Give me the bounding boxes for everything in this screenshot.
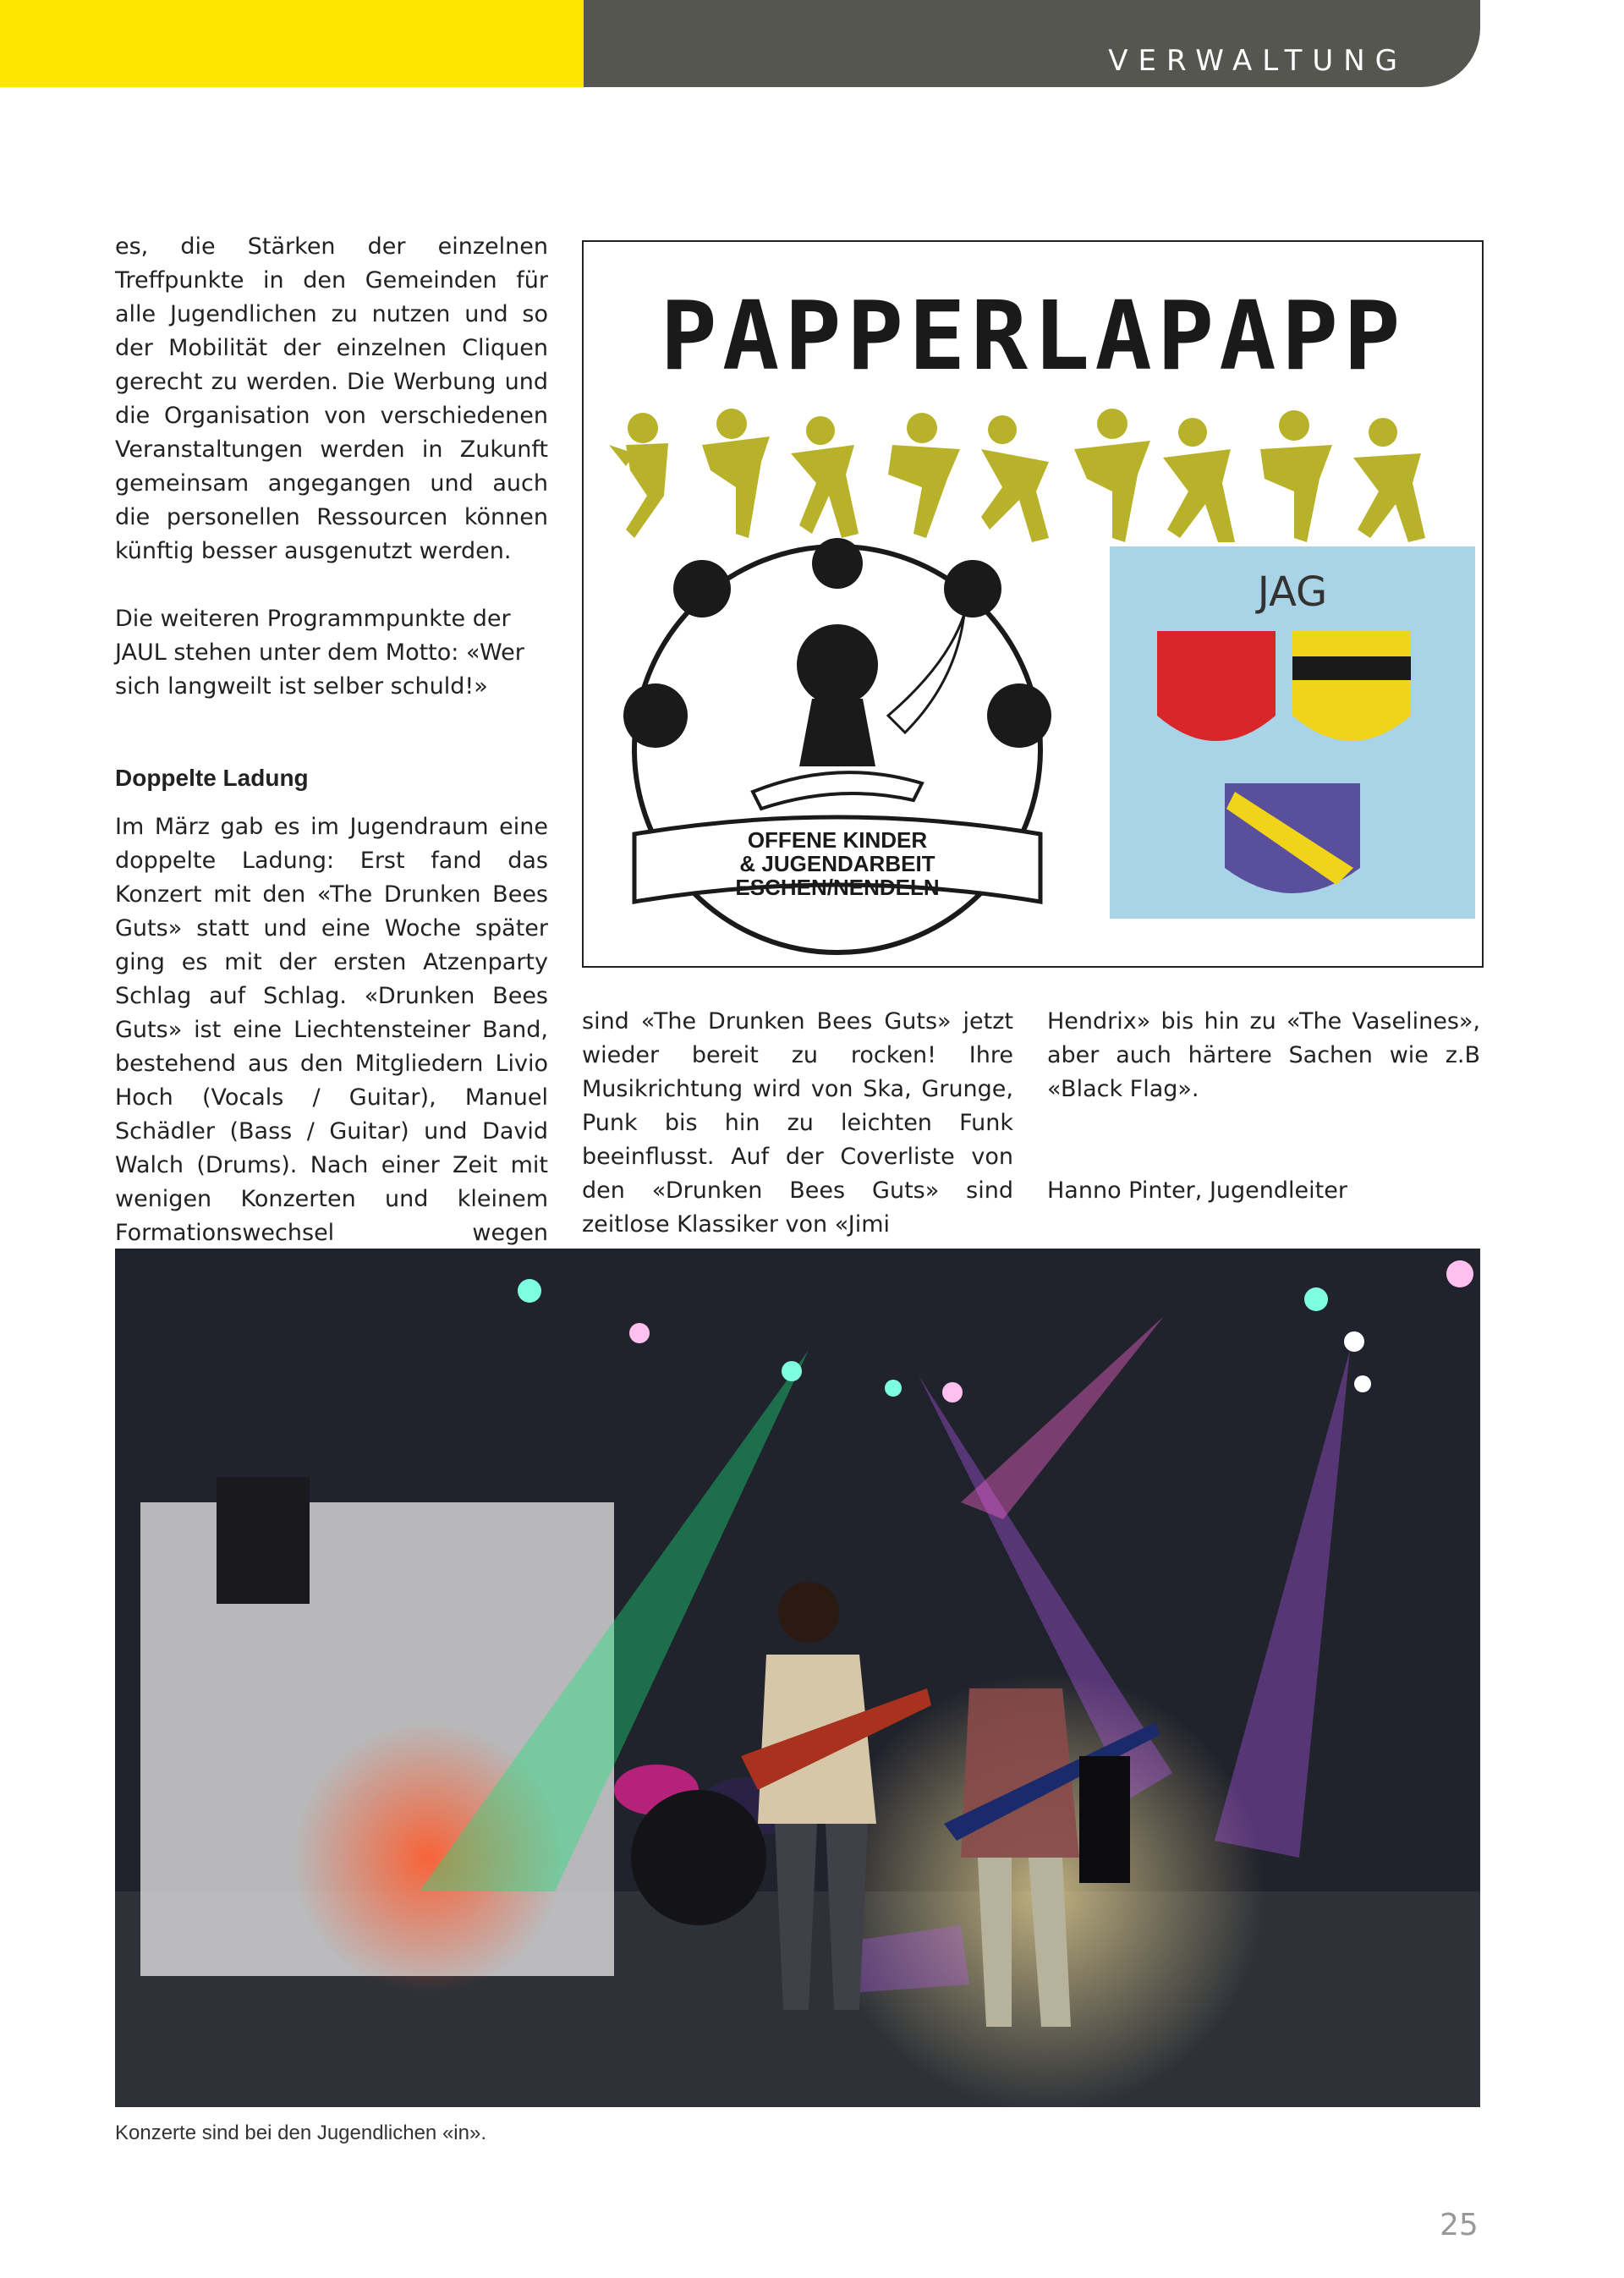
- papperlapapp-logo: [582, 240, 1484, 968]
- column-2: [582, 1005, 1013, 1276]
- speaker-icon: [217, 1477, 310, 1604]
- paragraph: es, die Stärken der einzelnen Treffpunkte in den Gemeinden für alle Jugendlichen zu nutzen und so der Mobilität der einzelnen Cliquen gerecht zu werden. Die Werbung und die Organisation von verschiedenen Veranstaltungen werden in Zukunft gemeinsam angegangen und auch die personellen Ressourcen können künftig besser ausgenutzt werden.: [115, 233, 548, 564]
- subheading: Doppelte Ladung: [115, 765, 309, 791]
- page-number: 25: [1440, 2208, 1479, 2242]
- smiley-head-icon: [797, 624, 878, 705]
- header-yellow-bar: [0, 0, 584, 87]
- dancing-figures-icon: [609, 409, 1425, 542]
- photo-caption: Konzerte sind bei den Jugendlichen «in».: [115, 2122, 486, 2144]
- yellow-coat-of-arms-icon: [1292, 631, 1411, 741]
- column-3: [1047, 1005, 1480, 1242]
- emblem-text-line3: ESCHEN/NENDELN: [735, 875, 940, 900]
- paragraph: Hendrix» bis hin zu «The Vaselines», aber auch härtere Sachen wie z.B «Black Flag».: [1047, 1008, 1480, 1102]
- emblem-text-line1: OFFENE KINDER: [747, 827, 928, 853]
- section-title: VERWALTUNG: [1108, 44, 1407, 78]
- jag-badge: [1110, 546, 1475, 919]
- paragraph: Im März gab es im Jugendraum eine doppelte Ladung: Erst fand das Konzert mit den «The Drunken Bees Guts» statt und eine Woche später ging es mit der ersten Atzenparty Schlag auf Schlag. «Drunken Bees Guts» ist eine Liechtensteiner Band, bestehend aus den Mitgliedern Livio Hoch (Vocals / Guitar), Manuel Schädler (Bass / Guitar) und David Walch (Drums). Nach einer Zeit mit wenigen Konzerten und kleinem Formationswechsel wegen: [115, 814, 548, 1246]
- paragraph: Die weiteren Programmpunkte der JAUL stehen unter dem Motto: «Wer sich langweilt ist selber schuld!»: [115, 606, 524, 700]
- author-signature: Hanno Pinter, Jugendleiter: [1047, 1177, 1347, 1204]
- concert-photo: [115, 1249, 1480, 2107]
- column-1-top: [115, 230, 548, 738]
- paragraph: sind «The Drunken Bees Guts» jetzt wieder bereit zu rocken! Ihre Musikrichtung wird von Ska, Grunge, Punk bis hin zu leichten Funk beeinflusst. Auf der Coverliste von den «Drunken Bees Guts» sind zeitlose Klassiker von «Jimi: [582, 1008, 1013, 1238]
- emblem-text-line2: & JUGENDARBEIT: [739, 851, 935, 876]
- concert-photo-graphic: [115, 1249, 1480, 2107]
- surfboard-icon: [753, 772, 922, 809]
- red-coat-of-arms-icon: [1157, 631, 1276, 741]
- jag-label: JAG: [1257, 568, 1328, 616]
- logo-graphic: [584, 242, 1482, 966]
- amplifier-icon: [1079, 1756, 1130, 1883]
- logo-title: PAPPERLAPAPP: [660, 282, 1406, 392]
- youth-work-emblem: [623, 538, 1051, 952]
